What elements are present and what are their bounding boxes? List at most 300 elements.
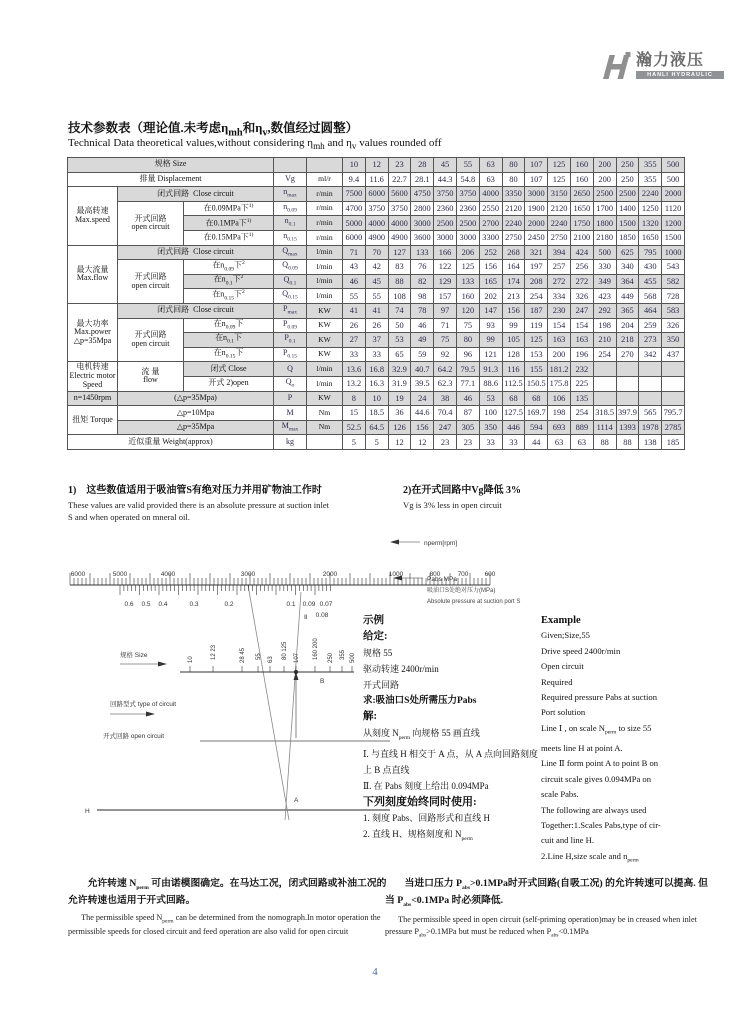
value-cell: 23	[434, 435, 457, 450]
value-cell: 326	[570, 289, 593, 304]
value-cell: 52.5	[343, 420, 366, 435]
logo-name-en: HANLI HYDRAULIC	[636, 71, 724, 79]
value-cell: 75	[434, 333, 457, 348]
value-cell: 247	[434, 420, 457, 435]
value-cell: 8	[343, 391, 366, 406]
value-cell: 75	[456, 318, 479, 333]
row-label: 开式回路 open circuit	[118, 201, 184, 245]
value-cell: 45	[434, 158, 457, 173]
nperm-tick-label: 2000	[322, 571, 338, 578]
value-cell: 3000	[456, 230, 479, 245]
value-cell: 342	[639, 347, 662, 362]
value-cell: 185	[662, 435, 685, 450]
logo-name-cn: 瀚力液压	[636, 52, 705, 69]
value-cell: 889	[570, 420, 593, 435]
value-cell: 23	[456, 435, 479, 450]
value-cell: 2500	[593, 187, 616, 202]
value-cell: 68	[502, 391, 525, 406]
row-label: △p=10Mpa	[118, 406, 274, 421]
example-line: 开式回路	[363, 680, 400, 690]
note-right-en: The permissible speed in open circuit (self-priming operation)may be in creased when inlet pressure $P_{abs}>0.1MPa$ but must be reduced when $P_{abs}<0.1MPa$	[385, 914, 697, 939]
value-cell: 91.3	[479, 362, 502, 377]
value-cell: 22.7	[388, 172, 411, 187]
value-cell: 181.2	[548, 362, 571, 377]
value-cell: 55	[343, 289, 366, 304]
value-cell: 250	[616, 172, 639, 187]
value-cell: 26	[343, 318, 366, 333]
value-cell	[639, 376, 662, 391]
example-line: 给定:	[363, 631, 388, 642]
row-label: 闭式回路 Close circuit	[118, 303, 274, 318]
value-cell: 449	[616, 289, 639, 304]
footnote-2	[403, 481, 683, 511]
value-cell: 2100	[570, 230, 593, 245]
row-label: 在$n_{0.15}$下$^2$	[184, 289, 274, 304]
nperm-tick-label: 6000	[70, 571, 86, 578]
value-cell: 12	[388, 435, 411, 450]
value-cell: 12	[365, 158, 388, 173]
value-cell: 625	[616, 245, 639, 260]
value-cell: 272	[548, 274, 571, 289]
value-cell: 165	[479, 274, 502, 289]
value-cell: 42	[365, 260, 388, 275]
value-cell: 93	[479, 318, 502, 333]
value-cell: 156	[502, 303, 525, 318]
value-cell: 80	[456, 333, 479, 348]
value-cell: 1120	[662, 201, 685, 216]
value-cell: 218	[616, 333, 639, 348]
value-cell: 5000	[343, 216, 366, 231]
value-cell: 500	[662, 158, 685, 173]
value-cell: 71	[434, 318, 457, 333]
value-cell: 44.3	[434, 172, 457, 187]
value-cell: 2360	[434, 201, 457, 216]
value-cell: 1320	[639, 216, 662, 231]
value-cell: 437	[662, 347, 685, 362]
value-cell	[593, 391, 616, 406]
table-row	[68, 406, 685, 421]
value-cell: 355	[639, 158, 662, 173]
value-cell: 28	[411, 158, 434, 173]
value-cell: 71	[343, 245, 366, 260]
example-line: meets line H at point A.	[541, 742, 623, 753]
value-cell: 107	[525, 172, 548, 187]
value-cell: 200	[593, 158, 616, 173]
value-cell: 350	[662, 333, 685, 348]
value-cell: 37	[365, 333, 388, 348]
value-cell: 55	[456, 158, 479, 173]
value-cell: 2700	[479, 216, 502, 231]
value-cell: 128	[502, 347, 525, 362]
page-title-en: Technical Data theoretical values,without considering $\eta_{mh}$ and $\eta_v$ values rounded off	[68, 137, 442, 152]
value-cell: 31.9	[388, 376, 411, 391]
value-cell: 32.9	[388, 362, 411, 377]
row-label: 规格 Size	[68, 158, 274, 173]
nperm-tick-label: 600	[484, 571, 496, 578]
value-cell: 254	[593, 347, 616, 362]
value-cell: 156	[411, 420, 434, 435]
table-row	[68, 435, 685, 450]
value-cell: 125	[456, 260, 479, 275]
value-cell: 3750	[434, 187, 457, 202]
row-label: 排量 Displacement	[68, 172, 274, 187]
value-cell: 106	[548, 391, 571, 406]
table-row	[68, 260, 685, 275]
value-cell: 2500	[456, 216, 479, 231]
table-row	[68, 420, 685, 435]
value-cell: 62.3	[434, 376, 457, 391]
row-label: 开式回路 open circuit	[118, 318, 184, 362]
value-cell: 202	[479, 289, 502, 304]
value-cell: 1978	[639, 420, 662, 435]
value-cell: 41	[365, 303, 388, 318]
size-tick-label: 160 200	[313, 638, 319, 660]
value-cell: 1400	[616, 201, 639, 216]
value-cell	[639, 362, 662, 377]
example-line: Together:1.Scales Pabs,type of cir-	[541, 820, 661, 830]
value-cell: 254	[525, 289, 548, 304]
value-cell: 1800	[593, 216, 616, 231]
value-cell: 247	[570, 303, 593, 318]
value-cell: 88.6	[479, 376, 502, 391]
value-cell: 1650	[570, 201, 593, 216]
value-cell: 273	[639, 333, 662, 348]
value-cell: 70.4	[434, 406, 457, 421]
value-cell: 1500	[616, 216, 639, 231]
unit-cell: l/min	[307, 274, 343, 289]
value-cell: 96	[456, 347, 479, 362]
unit-cell: r/min	[307, 230, 343, 245]
size-tick-label: 355	[340, 649, 346, 660]
value-cell: 155	[525, 362, 548, 377]
unit-cell: KW	[307, 347, 343, 362]
value-cell: 63	[570, 435, 593, 450]
value-cell: 330	[593, 260, 616, 275]
point-a-label: A	[294, 797, 299, 804]
value-cell: 225	[570, 376, 593, 391]
row-label: 开式回路 open circuit	[118, 260, 184, 304]
value-cell: 120	[456, 303, 479, 318]
value-cell: 133	[456, 274, 479, 289]
value-cell: 543	[662, 260, 685, 275]
footnote-1	[68, 481, 398, 524]
value-cell: 1114	[593, 420, 616, 435]
value-cell: 174	[502, 274, 525, 289]
value-cell: 126	[388, 420, 411, 435]
value-cell: 208	[525, 274, 548, 289]
symbol-cell: $Q_{0.1}$	[274, 274, 307, 289]
value-cell: 5	[343, 435, 366, 450]
example-line: 求:吸油口S处所需压力Pabs	[363, 696, 477, 706]
value-cell: 99	[479, 333, 502, 348]
value-cell: 79.5	[456, 362, 479, 377]
value-cell: 326	[662, 318, 685, 333]
example-line: 规格 55	[363, 648, 393, 658]
pabs-tick-label: 0.2	[224, 601, 234, 608]
value-cell: 16.3	[365, 376, 388, 391]
pabs-axis-label: Pabs MPa	[427, 576, 457, 583]
value-cell: 63	[479, 172, 502, 187]
unit-cell: r/min	[307, 216, 343, 231]
value-cell: 107	[525, 158, 548, 173]
value-cell: 88	[388, 274, 411, 289]
symbol-cell: $P_{max}$	[274, 303, 307, 318]
value-cell: 464	[639, 303, 662, 318]
value-cell: 70	[365, 245, 388, 260]
example-line: 驱动转速 2400r/min	[363, 664, 439, 674]
value-cell: 10	[343, 158, 366, 173]
value-cell: 397.9	[616, 406, 639, 421]
unit-cell: l/min	[307, 260, 343, 275]
value-cell: 292	[593, 303, 616, 318]
row-label: 近似重量 Weight(approx)	[68, 435, 274, 450]
symbol-cell: P	[274, 391, 307, 406]
value-cell: 3600	[411, 230, 434, 245]
unit-cell: r/min	[307, 187, 343, 202]
example-line: 示例	[363, 615, 384, 626]
value-cell: 33	[343, 347, 366, 362]
symbol-cell: $P_{0.09}$	[274, 318, 307, 333]
unit-cell: l/min	[307, 362, 343, 377]
value-cell: 50	[388, 318, 411, 333]
value-cell: 80	[502, 172, 525, 187]
value-cell: 3000	[411, 216, 434, 231]
footnote-1-en: These values are valid provided there is an absolute pressure at suction inlet S and when operated on mneral oil.	[68, 500, 330, 523]
value-cell: 105	[502, 333, 525, 348]
value-cell: 68	[525, 391, 548, 406]
symbol-cell: M	[274, 406, 307, 421]
row-label: 最大流量 Max.flow	[68, 245, 118, 303]
value-cell: 2000	[525, 216, 548, 231]
value-cell: 197	[525, 260, 548, 275]
value-cell: 175.8	[548, 376, 571, 391]
example-line: Port solution	[541, 707, 586, 718]
value-cell: 122	[434, 260, 457, 275]
value-cell: 3000	[434, 230, 457, 245]
value-cell: 135	[570, 391, 593, 406]
value-cell: 147	[479, 303, 502, 318]
value-cell: 1393	[616, 420, 639, 435]
value-cell: 2120	[502, 201, 525, 216]
value-cell: 2800	[411, 201, 434, 216]
value-cell: 18.5	[365, 406, 388, 421]
value-cell: 43	[343, 260, 366, 275]
nperm-tick-label: 3000	[240, 571, 256, 578]
example-line: Example	[541, 615, 581, 626]
value-cell: 2650	[570, 187, 593, 202]
value-cell: 200	[593, 172, 616, 187]
value-cell: 74	[388, 303, 411, 318]
value-cell: 1200	[662, 216, 685, 231]
value-cell	[616, 376, 639, 391]
symbol-cell	[274, 158, 307, 173]
size-tick-label: 28 45	[240, 647, 246, 663]
example-line: circuit scale gives 0.094MPa on	[541, 773, 652, 784]
symbol-cell: kg	[274, 435, 307, 450]
value-cell: 63	[479, 158, 502, 173]
unit-cell: Nm	[307, 420, 343, 435]
example-line: 2.Line H,size scale and $n_{perm}$	[541, 850, 639, 864]
example-line: Line Ⅱ form point A to point B on	[541, 758, 659, 769]
value-cell: 3750	[456, 187, 479, 202]
value-cell: 2240	[639, 187, 662, 202]
symbol-cell: $n_{0.1}$	[274, 216, 307, 231]
value-cell: 38	[434, 391, 457, 406]
value-cell: 728	[662, 289, 685, 304]
value-cell: 46	[343, 274, 366, 289]
value-cell: 164	[502, 260, 525, 275]
value-cell: 187	[525, 303, 548, 318]
page-title-cn: 技术参数表（理论值.未考虑$\eta_{mh}$和$\eta_v$,数值经过圆整）	[68, 121, 359, 139]
value-cell: 98	[411, 289, 434, 304]
value-cell	[616, 391, 639, 406]
value-cell: 33	[365, 347, 388, 362]
logo	[602, 52, 724, 84]
size-tick-label: 107	[294, 652, 300, 663]
row-label: 在$n_{0.1}$下$^2$	[184, 274, 274, 289]
symbol-cell: $Q_o$	[274, 376, 307, 391]
nperm-tick-label: 4000	[160, 571, 176, 578]
row-label: 在$n_{0.1}$下	[184, 333, 274, 348]
value-cell: 6000	[343, 230, 366, 245]
pabs-tick-label: 0.5	[141, 601, 151, 608]
value-cell	[639, 391, 662, 406]
unit-cell: KW	[307, 303, 343, 318]
value-cell: 2500	[616, 187, 639, 202]
value-cell: 119	[525, 318, 548, 333]
value-cell: 3750	[388, 201, 411, 216]
value-cell: 46	[411, 318, 434, 333]
symbol-cell: $Q_{0.15}$	[274, 289, 307, 304]
value-cell: 4000	[479, 187, 502, 202]
example-block-en	[541, 613, 699, 869]
value-cell: 46	[456, 391, 479, 406]
value-cell: 121	[479, 347, 502, 362]
value-cell: 2240	[502, 216, 525, 231]
value-cell: 163	[570, 333, 593, 348]
value-cell: 15	[343, 406, 366, 421]
symbol-cell: $n_{0.09}$	[274, 201, 307, 216]
value-cell: 45	[365, 274, 388, 289]
value-cell: 160	[570, 172, 593, 187]
size-tick-label: 12 23	[211, 644, 217, 660]
size-tick-label: 10	[188, 656, 194, 663]
pabs-tick-label: 0.4	[158, 601, 168, 608]
size-tick-label: 63	[268, 656, 274, 663]
value-cell: 12	[411, 435, 434, 450]
example-line: Line Ⅰ , on scale $N_{perm}$ to size 55	[541, 722, 652, 736]
size-tick-label: 80 125	[282, 641, 288, 660]
example-line: 1. 刻度 Pabs、回路形式和直线 H	[363, 812, 491, 823]
footnote-1-cn: 1) 这些数值适用于吸油管S有绝对压力并用矿物油工作时	[68, 485, 322, 496]
symbol-cell: Vg	[274, 172, 307, 187]
row-label: △p=35Mpa	[118, 420, 274, 435]
value-cell: 594	[525, 420, 548, 435]
pabs-tick-label: 0.1	[286, 601, 296, 608]
value-cell: 334	[548, 289, 571, 304]
symbol-cell: $n_{0.15}$	[274, 230, 307, 245]
value-cell: 154	[570, 318, 593, 333]
value-cell: 87	[456, 406, 479, 421]
value-cell: 565	[639, 406, 662, 421]
value-cell: 1500	[662, 230, 685, 245]
value-cell: 4750	[411, 187, 434, 202]
value-cell: 321	[525, 245, 548, 260]
value-cell: 198	[548, 406, 571, 421]
value-cell: 2450	[525, 230, 548, 245]
unit-cell	[307, 435, 343, 450]
unit-cell: KW	[307, 333, 343, 348]
value-cell: 2785	[662, 420, 685, 435]
value-cell: 350	[479, 420, 502, 435]
value-cell: 268	[502, 245, 525, 260]
value-cell: 424	[570, 245, 593, 260]
unit-cell: KW	[307, 318, 343, 333]
value-cell: 59	[411, 347, 434, 362]
value-cell: 9.4	[343, 172, 366, 187]
value-cell: 55	[365, 289, 388, 304]
logo-text	[636, 52, 724, 79]
value-cell: 232	[570, 362, 593, 377]
nperm-tick-label: 700	[457, 571, 469, 578]
construction-line-1	[248, 585, 289, 820]
value-cell: 196	[570, 347, 593, 362]
table-row	[68, 172, 685, 187]
value-cell: 125	[525, 333, 548, 348]
value-cell: 340	[616, 260, 639, 275]
pabs-tick-label: 0.3	[189, 601, 199, 608]
value-cell: 44	[525, 435, 548, 450]
value-cell: 230	[548, 303, 571, 318]
row-label: (△p=35Mpa)	[118, 391, 274, 406]
value-cell: 272	[570, 274, 593, 289]
example-line: cuit and line H.	[541, 835, 594, 846]
value-cell: 65	[388, 347, 411, 362]
value-cell: 80	[502, 158, 525, 173]
pabs-tick-label: 0.08	[315, 612, 329, 619]
value-cell: 33	[479, 435, 502, 450]
unit-cell: l/min	[307, 289, 343, 304]
example-line: Drive speed 2400r/min	[541, 645, 621, 656]
value-cell: 364	[616, 274, 639, 289]
value-cell: 40.7	[411, 362, 434, 377]
value-cell: 97	[434, 303, 457, 318]
row-label: 在$n_{0.09}$下$^2$	[184, 260, 274, 275]
symbol-cell: $Q_{max}$	[274, 245, 307, 260]
value-cell: 2750	[502, 230, 525, 245]
note-left-en: The permissible speed $N_{perm}$ can be determined from the nomograph.In motor operation the permissible speeds for closed circuit and feed operation are also valid for open circuit	[68, 913, 381, 937]
open-circuit-label: 开式回路 open circuit	[103, 733, 165, 740]
symbol-cell: $n_{max}$	[274, 187, 307, 202]
circuit-arrow-icon	[146, 712, 155, 717]
nperm-tick-label: 5000	[112, 571, 128, 578]
value-cell: 82	[411, 274, 434, 289]
value-cell: 138	[639, 435, 662, 450]
value-cell: 365	[616, 303, 639, 318]
value-cell: 423	[593, 289, 616, 304]
value-cell: 4700	[343, 201, 366, 216]
unit-cell: l/min	[307, 245, 343, 260]
pabs-tick-label: 0.09	[302, 601, 316, 608]
row-label: 在0.1MPa下$^{1)}$	[184, 216, 274, 231]
value-cell: 116	[502, 362, 525, 377]
value-cell: 200	[548, 347, 571, 362]
pabs-tick-label: 0.6	[124, 601, 134, 608]
row-label: 闭式回路 Close circuit	[118, 245, 274, 260]
value-cell: 3300	[479, 230, 502, 245]
line-h-label: H	[85, 808, 90, 815]
row-label: 在0.09MPa下$^{1)}$	[184, 201, 274, 216]
